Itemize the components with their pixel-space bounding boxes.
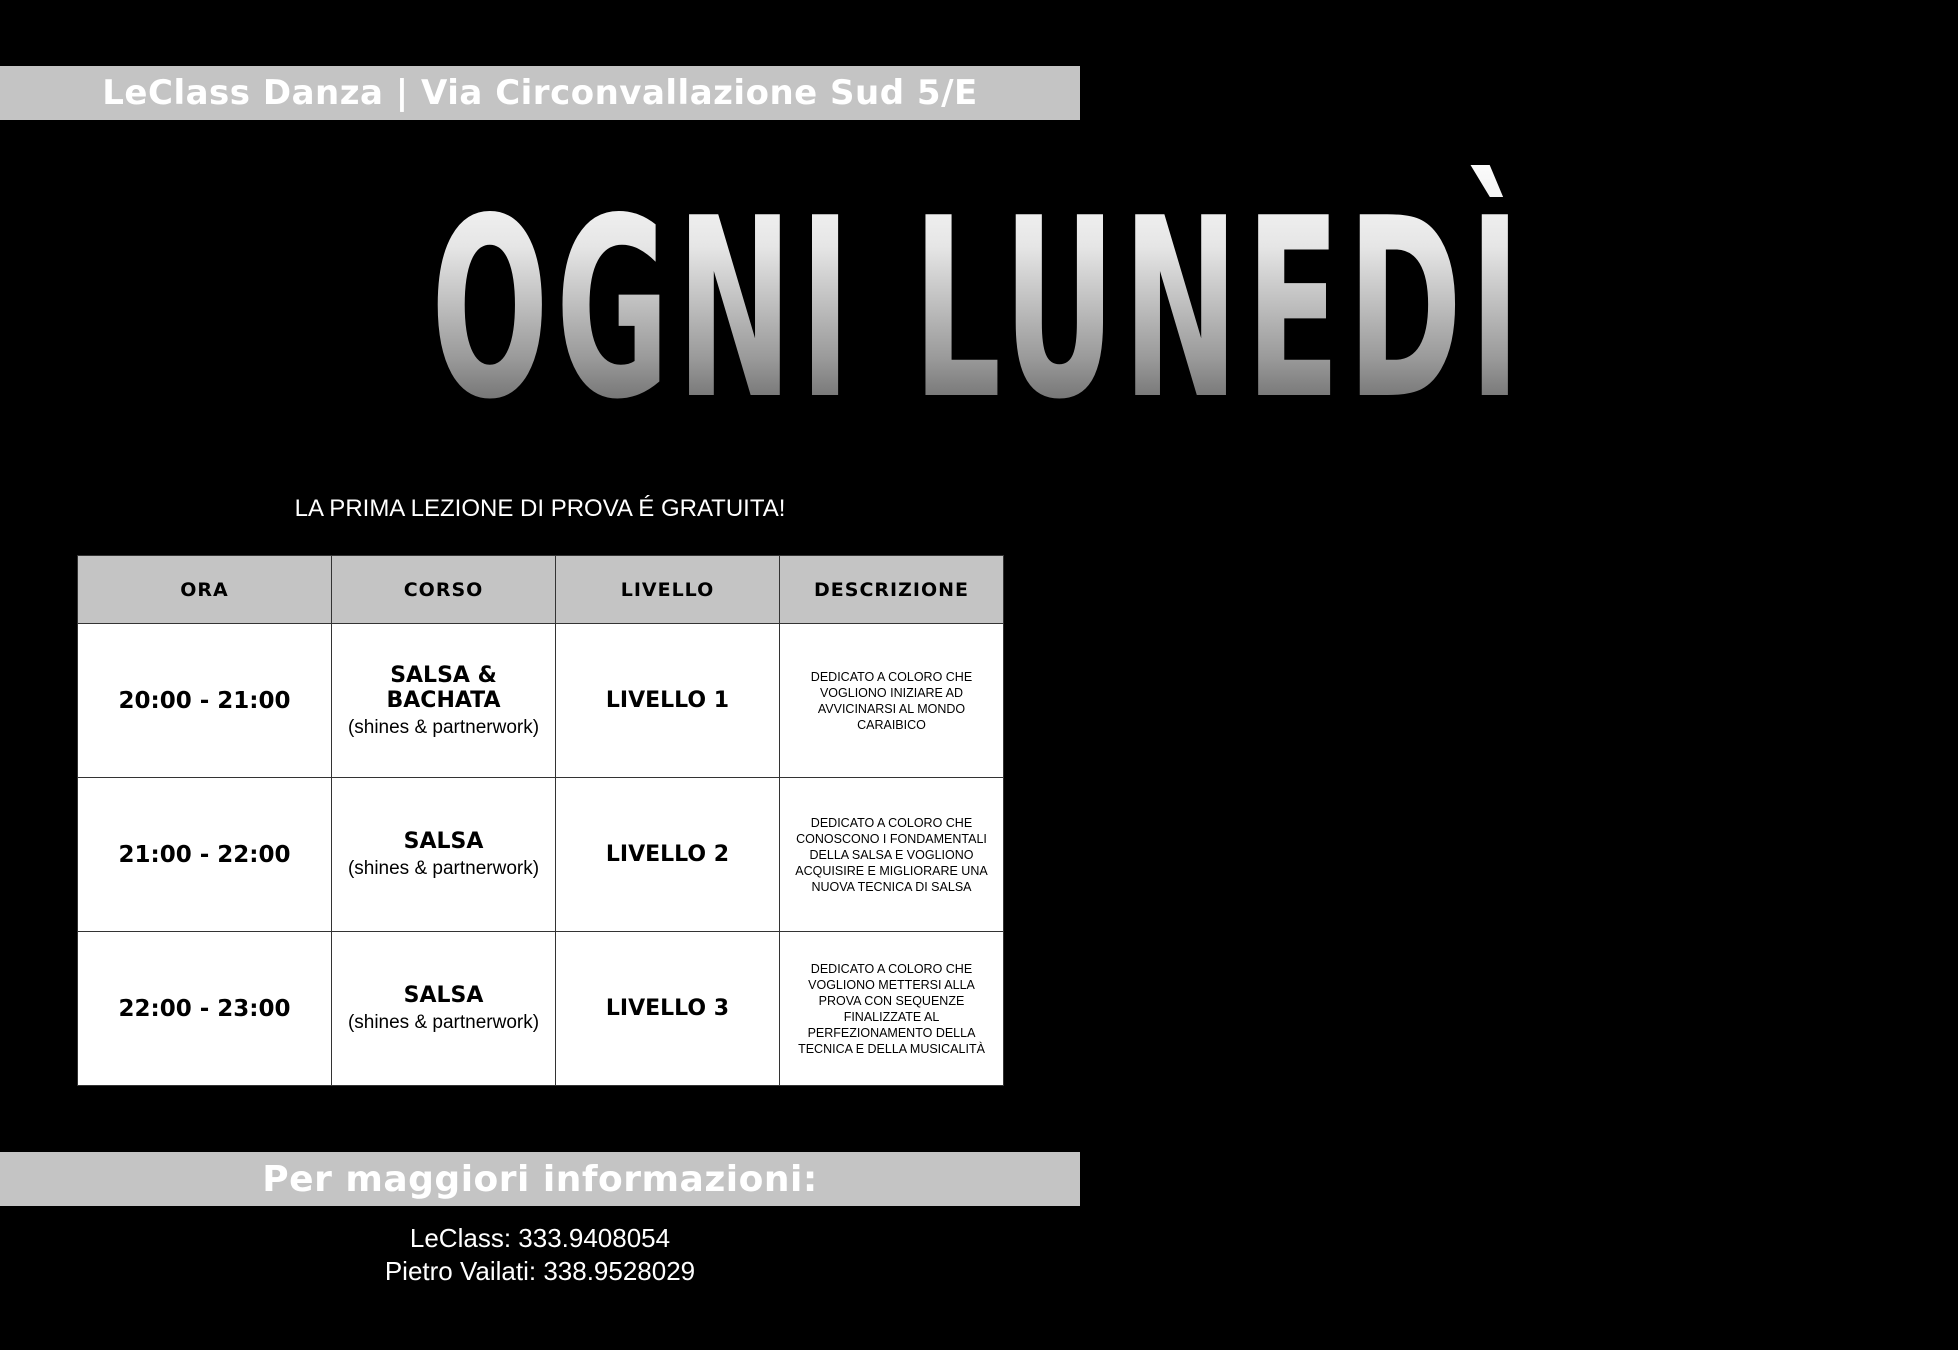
schedule-table <box>77 555 1004 1086</box>
headline-text: OGNI LUNEDÌ <box>431 150 1528 470</box>
course-name: SALSA & BACHATA <box>386 662 501 713</box>
course-cell <box>332 624 556 778</box>
time-cell: 22:00 - 23:00 <box>78 932 332 1086</box>
table-row <box>78 778 1004 932</box>
location-text: LeClass Danza | Via Circonvallazione Sud 5/E <box>102 73 978 113</box>
course-name: SALSA <box>403 983 484 1008</box>
column-header-ora: ORA <box>78 556 332 624</box>
time-cell: 20:00 - 21:00 <box>78 624 332 778</box>
column-header-corso: CORSO <box>332 556 556 624</box>
description-cell: DEDICATO A COLORO CHE VOGLIONO METTERSI ALLA PROVA CON SEQUENZE FINALIZZATE AL PERFEZIONAMENTO DELLA TECNICA E DELLA MUSICALITÀ <box>780 932 1004 1086</box>
location-banner <box>0 66 1080 120</box>
time-cell: 21:00 - 22:00 <box>78 778 332 932</box>
headline <box>0 150 1528 470</box>
column-header-livello: LIVELLO <box>556 556 780 624</box>
level-cell: LIVELLO 3 <box>556 932 780 1086</box>
free-trial-subtitle: LA PRIMA LEZIONE DI PROVA É GRATUITA! <box>294 495 786 522</box>
course-detail: (shines & partnerwork) <box>347 716 540 738</box>
contact-leclass: LeClass: 333.9408054 <box>409 1223 671 1253</box>
table-header-row <box>78 556 1004 624</box>
course-name: SALSA <box>403 829 484 854</box>
contact-pietro: Pietro Vailati: 338.9528029 <box>384 1256 696 1286</box>
level-cell: LIVELLO 1 <box>556 624 780 778</box>
info-title: Per maggiori informazioni: <box>262 1158 818 1200</box>
course-cell <box>332 778 556 932</box>
description-cell: DEDICATO A COLORO CHE CONOSCONO I FONDAMENTALI DELLA SALSA E VOGLIONO ACQUISIRE E MIGLIORARE UNA NUOVA TECNICA DI SALSA <box>780 778 1004 932</box>
table-row <box>78 932 1004 1086</box>
course-detail: (shines & partnerwork) <box>347 1012 540 1033</box>
info-banner <box>0 1152 1080 1206</box>
level-cell: LIVELLO 2 <box>556 778 780 932</box>
table-row <box>78 624 1004 778</box>
course-detail: (shines & partnerwork) <box>347 858 540 879</box>
contacts <box>0 1222 1080 1288</box>
description-cell: DEDICATO A COLORO CHE VOGLIONO INIZIARE AD AVVICINARSI AL MONDO CARAIBICO <box>780 624 1004 778</box>
column-header-descrizione: DESCRIZIONE <box>780 556 1004 624</box>
course-cell <box>332 932 556 1086</box>
